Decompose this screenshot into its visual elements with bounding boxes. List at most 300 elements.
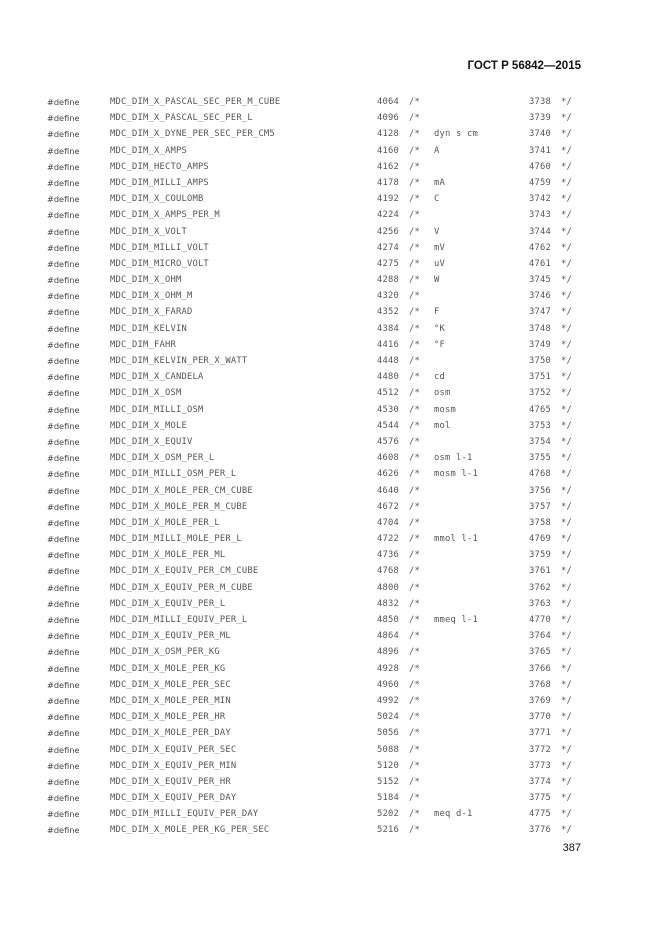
reference-code: 3739 (529, 113, 551, 124)
comment-close: */ (561, 647, 572, 658)
macro-name: MDC_DIM_X_EQUIV_PER_SEC (110, 744, 237, 755)
define-keyword: #define (47, 275, 80, 286)
define-keyword: #define (47, 631, 80, 642)
comment-open: /* (409, 760, 420, 771)
macro-value: 5202 (377, 809, 399, 820)
macro-name: MDC_DIM_KELVIN_PER_X_WATT (110, 356, 248, 366)
unit-symbol: osm (434, 388, 451, 399)
comment-close: */ (561, 97, 572, 107)
macro-name: MDC_DIM_KELVIN (110, 323, 187, 334)
macro-value: 4480 (377, 372, 399, 383)
define-row (0, 224, 661, 240)
define-row (0, 483, 661, 499)
define-keyword: #define (47, 388, 80, 399)
macro-name: MDC_DIM_X_PASCAL_SEC_PER_L (110, 113, 253, 124)
define-keyword: #define (47, 550, 80, 561)
define-keyword: #define (47, 695, 80, 706)
define-keyword: #define (47, 226, 80, 237)
comment-close: */ (561, 242, 572, 253)
define-keyword: #define (47, 323, 80, 334)
macro-name: MDC_DIM_FAHR (110, 339, 176, 350)
define-keyword: #define (47, 728, 80, 739)
comment-close: */ (561, 776, 572, 787)
unit-symbol: mosm l-1 (434, 469, 478, 480)
define-row (0, 725, 661, 741)
reference-code: 3769 (529, 695, 551, 706)
comment-open: /* (409, 194, 420, 205)
comment-close: */ (561, 453, 572, 464)
define-keyword: #define (47, 793, 80, 804)
define-keyword: #define (47, 663, 80, 674)
comment-open: /* (409, 663, 420, 674)
comment-close: */ (561, 307, 572, 318)
macro-value: 4288 (377, 275, 399, 286)
reference-code: 3761 (529, 566, 551, 577)
comment-close: */ (561, 695, 572, 706)
reference-code: 3747 (529, 307, 551, 318)
unit-symbol: mA (434, 177, 445, 188)
define-keyword: #define (47, 210, 80, 221)
comment-open: /* (409, 517, 420, 528)
macro-value: 5024 (377, 712, 399, 723)
reference-code: 3744 (529, 226, 551, 237)
define-row (0, 822, 661, 838)
comment-close: */ (561, 663, 572, 674)
comment-open: /* (409, 501, 420, 512)
macro-name: MDC_DIM_X_AMPS_PER_M (110, 210, 220, 221)
comment-close: */ (561, 825, 572, 836)
comment-close: */ (561, 469, 572, 480)
define-row (0, 402, 661, 418)
reference-code: 3752 (529, 388, 551, 399)
comment-close: */ (561, 809, 572, 820)
macro-name: MDC_DIM_X_MOLE_PER_ML (110, 550, 226, 561)
macro-value: 5120 (377, 760, 399, 771)
macro-name: MDC_DIM_MILLI_EQUIV_PER_DAY (110, 809, 259, 820)
define-row (0, 369, 661, 385)
macro-value: 4416 (377, 339, 399, 350)
comment-close: */ (561, 258, 572, 269)
comment-close: */ (561, 339, 572, 350)
define-keyword: #define (47, 760, 80, 771)
define-row (0, 466, 661, 482)
define-row (0, 434, 661, 450)
comment-close: */ (561, 582, 572, 593)
define-keyword: #define (47, 598, 80, 609)
unit-symbol: dyn s cm (434, 129, 478, 140)
macro-name: MDC_DIM_MILLI_VOLT (110, 242, 209, 253)
unit-symbol: mol (434, 420, 451, 431)
define-keyword: #define (47, 825, 80, 836)
unit-symbol: °K (434, 323, 445, 334)
macro-value: 4275 (377, 258, 399, 269)
unit-symbol: °F (434, 339, 445, 350)
define-keyword: #define (47, 291, 80, 302)
reference-code: 3755 (529, 453, 551, 464)
macro-name: MDC_DIM_X_EQUIV_PER_ML (110, 631, 231, 642)
comment-open: /* (409, 436, 420, 447)
define-keyword: #define (47, 356, 80, 366)
macro-value: 4992 (377, 695, 399, 706)
comment-open: /* (409, 275, 420, 286)
macro-name: MDC_DIM_X_EQUIV_PER_MIN (110, 760, 237, 771)
macro-value: 4608 (377, 453, 399, 464)
comment-open: /* (409, 323, 420, 334)
define-row (0, 644, 661, 660)
unit-symbol: mosm (434, 404, 456, 415)
macro-value: 4736 (377, 550, 399, 561)
reference-code: 3772 (529, 744, 551, 755)
comment-open: /* (409, 631, 420, 642)
comment-open: /* (409, 453, 420, 464)
macro-name: MDC_DIM_X_OHM (110, 275, 182, 286)
reference-code: 3763 (529, 598, 551, 609)
comment-close: */ (561, 210, 572, 221)
define-row (0, 612, 661, 628)
macro-value: 5056 (377, 728, 399, 739)
define-keyword: #define (47, 129, 80, 140)
comment-open: /* (409, 129, 420, 140)
macro-value: 4224 (377, 210, 399, 221)
macro-value: 4512 (377, 388, 399, 399)
macro-name: MDC_DIM_X_FARAD (110, 307, 193, 318)
macro-name: MDC_DIM_X_EQUIV_PER_CM_CUBE (110, 566, 259, 577)
reference-code: 3774 (529, 776, 551, 787)
reference-code: 3776 (529, 825, 551, 836)
macro-value: 4850 (377, 615, 399, 625)
macro-value: 4352 (377, 307, 399, 318)
macro-name: MDC_DIM_X_PASCAL_SEC_PER_M_CUBE (110, 97, 281, 107)
define-keyword: #define (47, 566, 80, 577)
define-row (0, 661, 661, 677)
reference-code: 3771 (529, 728, 551, 739)
comment-close: */ (561, 161, 572, 172)
define-row (0, 94, 661, 110)
define-row (0, 385, 661, 401)
comment-close: */ (561, 566, 572, 577)
define-keyword: #define (47, 307, 80, 318)
comment-open: /* (409, 809, 420, 820)
unit-symbol: W (434, 275, 440, 286)
macro-value: 4832 (377, 598, 399, 609)
reference-code: 3754 (529, 436, 551, 447)
macro-name: MDC_DIM_X_EQUIV (110, 436, 193, 447)
reference-code: 3764 (529, 631, 551, 642)
reference-code: 3743 (529, 210, 551, 221)
macro-name: MDC_DIM_MICRO_VOLT (110, 258, 209, 269)
define-keyword: #define (47, 469, 80, 480)
define-row (0, 110, 661, 126)
define-row (0, 321, 661, 337)
reference-code: 3775 (529, 793, 551, 804)
define-row (0, 742, 661, 758)
comment-close: */ (561, 517, 572, 528)
comment-close: */ (561, 356, 572, 366)
reference-code: 4775 (529, 809, 551, 820)
comment-close: */ (561, 129, 572, 140)
macro-name: MDC_DIM_MILLI_OSM_PER_L (110, 469, 237, 480)
reference-code: 4769 (529, 534, 551, 545)
comment-open: /* (409, 485, 420, 496)
comment-close: */ (561, 372, 572, 383)
define-row (0, 774, 661, 790)
macro-name: MDC_DIM_X_MOLE_PER_CM_CUBE (110, 485, 253, 496)
define-row (0, 304, 661, 320)
comment-open: /* (409, 825, 420, 836)
macro-name: MDC_DIM_X_EQUIV_PER_HR (110, 776, 231, 787)
reference-code: 3738 (529, 97, 551, 107)
comment-close: */ (561, 728, 572, 739)
reference-code: 4762 (529, 242, 551, 253)
macro-value: 4064 (377, 97, 399, 107)
macro-name: MDC_DIM_MILLI_AMPS (110, 177, 209, 188)
define-row (0, 628, 661, 644)
comment-open: /* (409, 647, 420, 658)
comment-open: /* (409, 404, 420, 415)
macro-value: 4162 (377, 161, 399, 172)
reference-code: 3762 (529, 582, 551, 593)
define-row (0, 126, 661, 142)
macro-value: 4672 (377, 501, 399, 512)
define-keyword: #define (47, 339, 80, 350)
reference-code: 3751 (529, 372, 551, 383)
define-keyword: #define (47, 647, 80, 658)
macro-name: MDC_DIM_X_EQUIV_PER_M_CUBE (110, 582, 253, 593)
define-keyword: #define (47, 712, 80, 723)
macro-name: MDC_DIM_X_EQUIV_PER_DAY (110, 793, 237, 804)
define-row (0, 677, 661, 693)
define-keyword: #define (47, 113, 80, 124)
macro-value: 4160 (377, 145, 399, 156)
reference-code: 3773 (529, 760, 551, 771)
reference-code: 4770 (529, 615, 551, 625)
define-keyword: #define (47, 97, 80, 107)
macro-value: 4178 (377, 177, 399, 188)
comment-open: /* (409, 372, 420, 383)
reference-code: 3759 (529, 550, 551, 561)
page-number: 387 (562, 842, 581, 854)
define-row (0, 563, 661, 579)
reference-code: 3753 (529, 420, 551, 431)
define-keyword: #define (47, 744, 80, 755)
macro-name: MDC_DIM_HECTO_AMPS (110, 161, 209, 172)
define-keyword: #define (47, 534, 80, 545)
unit-symbol: V (434, 226, 440, 237)
reference-code: 3749 (529, 339, 551, 350)
comment-open: /* (409, 145, 420, 156)
reference-code: 3770 (529, 712, 551, 723)
reference-code: 3741 (529, 145, 551, 156)
comment-open: /* (409, 177, 420, 188)
comment-close: */ (561, 275, 572, 286)
macro-value: 4768 (377, 566, 399, 577)
macro-name: MDC_DIM_MILLI_MOLE_PER_L (110, 534, 242, 545)
macro-name: MDC_DIM_MILLI_EQUIV_PER_L (110, 615, 248, 625)
comment-open: /* (409, 307, 420, 318)
macro-value: 4722 (377, 534, 399, 545)
comment-open: /* (409, 598, 420, 609)
unit-symbol: mmol l-1 (434, 534, 478, 545)
macro-value: 4896 (377, 647, 399, 658)
macro-name: MDC_DIM_X_MOLE_PER_HR (110, 712, 226, 723)
macro-name: MDC_DIM_X_OHM_M (110, 291, 193, 302)
document-header-standard: ГОСТ Р 56842—2015 (467, 60, 581, 72)
macro-value: 5216 (377, 825, 399, 836)
reference-code: 3742 (529, 194, 551, 205)
macro-name: MDC_DIM_X_MOLE_PER_MIN (110, 695, 231, 706)
reference-code: 4759 (529, 177, 551, 188)
unit-symbol: meq d-1 (434, 809, 473, 820)
reference-code: 3740 (529, 129, 551, 140)
comment-close: */ (561, 404, 572, 415)
comment-close: */ (561, 550, 572, 561)
define-keyword: #define (47, 809, 80, 820)
macro-value: 4384 (377, 323, 399, 334)
macro-name: MDC_DIM_X_OSM (110, 388, 182, 399)
comment-close: */ (561, 145, 572, 156)
define-keyword: #define (47, 776, 80, 787)
comment-open: /* (409, 793, 420, 804)
define-row (0, 450, 661, 466)
comment-open: /* (409, 776, 420, 787)
define-row (0, 256, 661, 272)
define-row (0, 191, 661, 207)
comment-open: /* (409, 113, 420, 124)
define-row (0, 758, 661, 774)
macro-value: 5088 (377, 744, 399, 755)
macro-name: MDC_DIM_X_MOLE_PER_KG_PER_SEC (110, 825, 270, 836)
define-keyword: #define (47, 145, 80, 156)
comment-open: /* (409, 712, 420, 723)
macro-name: MDC_DIM_X_CANDELA (110, 372, 204, 383)
comment-open: /* (409, 97, 420, 107)
macro-value: 4128 (377, 129, 399, 140)
define-row (0, 515, 661, 531)
define-keyword: #define (47, 194, 80, 205)
reference-code: 4760 (529, 161, 551, 172)
unit-symbol: F (434, 307, 440, 318)
define-row (0, 499, 661, 515)
comment-open: /* (409, 258, 420, 269)
macro-value: 4448 (377, 356, 399, 366)
define-row (0, 175, 661, 191)
macro-value: 4640 (377, 485, 399, 496)
define-row (0, 709, 661, 725)
comment-open: /* (409, 339, 420, 350)
define-row (0, 596, 661, 612)
comment-close: */ (561, 501, 572, 512)
define-row (0, 272, 661, 288)
define-row (0, 693, 661, 709)
macro-name: MDC_DIM_X_MOLE_PER_L (110, 517, 220, 528)
define-keyword: #define (47, 485, 80, 496)
macro-name: MDC_DIM_X_MOLE (110, 420, 187, 431)
define-row (0, 288, 661, 304)
comment-close: */ (561, 388, 572, 399)
macro-name: MDC_DIM_X_OSM_PER_KG (110, 647, 220, 658)
macro-name: MDC_DIM_X_MOLE_PER_SEC (110, 679, 231, 690)
reference-code: 4768 (529, 469, 551, 480)
macro-value: 4864 (377, 631, 399, 642)
reference-code: 4765 (529, 404, 551, 415)
comment-open: /* (409, 695, 420, 706)
macro-value: 4530 (377, 404, 399, 415)
reference-code: 3756 (529, 485, 551, 496)
reference-code: 3746 (529, 291, 551, 302)
macro-name: MDC_DIM_X_MOLE_PER_KG (110, 663, 226, 674)
macro-name: MDC_DIM_MILLI_OSM (110, 404, 204, 415)
comment-open: /* (409, 210, 420, 221)
comment-close: */ (561, 712, 572, 723)
define-row (0, 207, 661, 223)
comment-open: /* (409, 550, 420, 561)
define-keyword: #define (47, 582, 80, 593)
define-row (0, 806, 661, 822)
macro-value: 4704 (377, 517, 399, 528)
comment-open: /* (409, 388, 420, 399)
define-keyword: #define (47, 242, 80, 253)
reference-code: 3757 (529, 501, 551, 512)
comment-close: */ (561, 744, 572, 755)
macro-value: 4544 (377, 420, 399, 431)
unit-symbol: mmeq l-1 (434, 615, 478, 625)
comment-close: */ (561, 793, 572, 804)
comment-open: /* (409, 469, 420, 480)
comment-open: /* (409, 534, 420, 545)
macro-value: 4096 (377, 113, 399, 124)
define-keyword: #define (47, 679, 80, 690)
comment-open: /* (409, 566, 420, 577)
define-keyword: #define (47, 436, 80, 447)
comment-close: */ (561, 631, 572, 642)
reference-code: 3768 (529, 679, 551, 690)
comment-open: /* (409, 420, 420, 431)
unit-symbol: uV (434, 258, 445, 269)
macro-name: MDC_DIM_X_COULOMB (110, 194, 204, 205)
define-keyword: #define (47, 404, 80, 415)
macro-name: MDC_DIM_X_AMPS (110, 145, 187, 156)
comment-close: */ (561, 113, 572, 124)
unit-symbol: osm l-1 (434, 453, 473, 464)
comment-close: */ (561, 598, 572, 609)
macro-value: 4192 (377, 194, 399, 205)
macro-name: MDC_DIM_X_VOLT (110, 226, 187, 237)
macro-value: 4576 (377, 436, 399, 447)
define-row (0, 159, 661, 175)
define-list (0, 94, 661, 839)
unit-symbol: A (434, 145, 440, 156)
comment-open: /* (409, 582, 420, 593)
define-row (0, 790, 661, 806)
macro-name: MDC_DIM_X_DYNE_PER_SEC_PER_CM5 (110, 129, 275, 140)
comment-open: /* (409, 356, 420, 366)
comment-close: */ (561, 534, 572, 545)
comment-close: */ (561, 177, 572, 188)
define-row (0, 353, 661, 369)
define-keyword: #define (47, 420, 80, 431)
macro-name: MDC_DIM_X_MOLE_PER_M_CUBE (110, 501, 248, 512)
comment-open: /* (409, 679, 420, 690)
define-row (0, 547, 661, 563)
define-keyword: #define (47, 453, 80, 464)
unit-symbol: C (434, 194, 440, 205)
define-keyword: #define (47, 177, 80, 188)
comment-open: /* (409, 728, 420, 739)
reference-code: 3758 (529, 517, 551, 528)
comment-close: */ (561, 194, 572, 205)
define-row (0, 240, 661, 256)
comment-open: /* (409, 161, 420, 172)
